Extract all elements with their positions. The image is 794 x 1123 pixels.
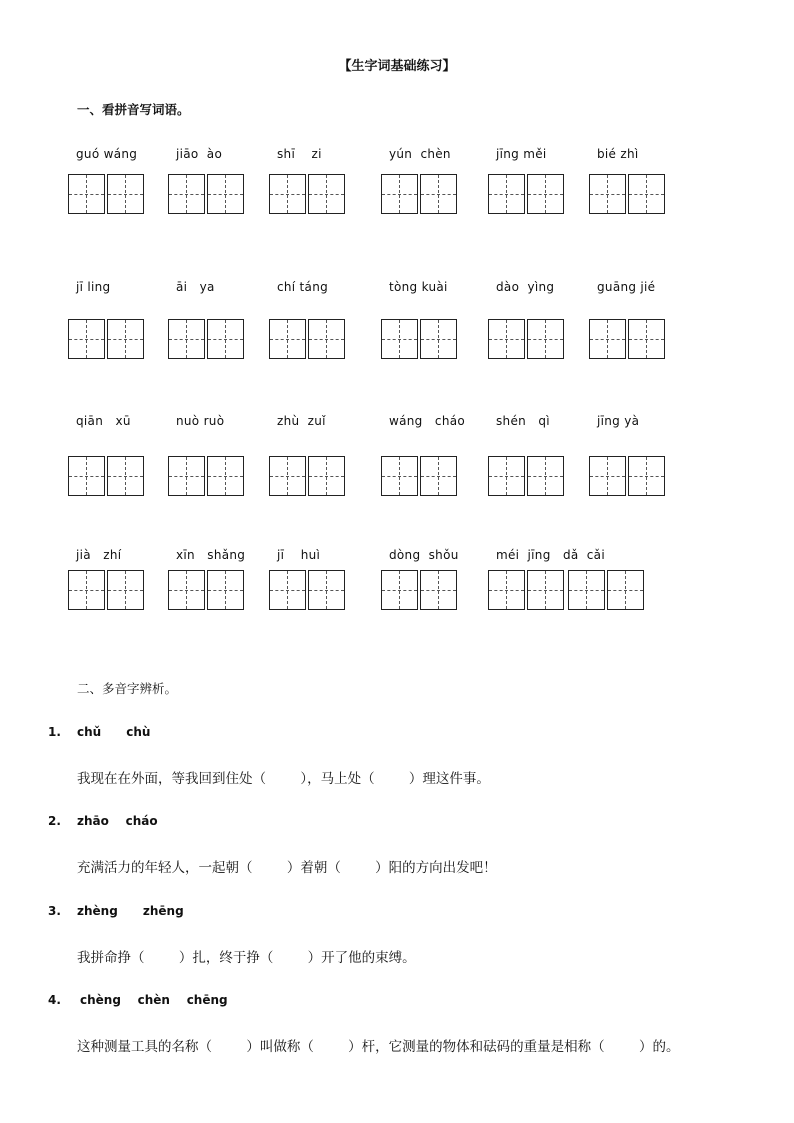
question-number: 1. <box>48 725 61 739</box>
writing-box[interactable] <box>68 174 105 214</box>
pinyin-prompt: jī huì <box>277 548 321 562</box>
writing-box[interactable] <box>527 570 564 610</box>
writing-box[interactable] <box>308 174 345 214</box>
pinyin-prompt: wáng cháo <box>389 414 466 428</box>
pinyin-prompt: zhù zuǐ <box>277 414 326 428</box>
writing-box[interactable] <box>107 570 144 610</box>
pinyin-prompt: xīn shǎng <box>176 548 246 562</box>
writing-box[interactable] <box>381 456 418 496</box>
page-title: 【生字词基础练习】 <box>338 59 456 74</box>
writing-box[interactable] <box>607 570 644 610</box>
question-pinyin: zhèng zhēng <box>77 904 184 918</box>
writing-box[interactable] <box>207 570 244 610</box>
question-number: 2. <box>48 814 61 828</box>
writing-box[interactable] <box>488 570 525 610</box>
writing-box[interactable] <box>168 174 205 214</box>
writing-box[interactable] <box>107 174 144 214</box>
writing-box[interactable] <box>269 319 306 359</box>
writing-box[interactable] <box>589 456 626 496</box>
writing-box[interactable] <box>488 174 525 214</box>
pinyin-prompt: jià zhí <box>76 548 122 562</box>
pinyin-prompt: dào yìng <box>496 280 555 294</box>
pinyin-prompt: nuò ruò <box>176 414 225 428</box>
question-sentence: 充满活力的年轻人，一起朝（ ）着朝（ ）阳的方向出发吧！ <box>77 860 497 876</box>
section2-heading: 二、多音字辨析。 <box>77 681 178 696</box>
pinyin-prompt: bié zhì <box>597 147 639 161</box>
writing-box[interactable] <box>568 570 605 610</box>
writing-box[interactable] <box>308 319 345 359</box>
writing-box[interactable] <box>107 456 144 496</box>
writing-box[interactable] <box>527 174 564 214</box>
writing-box[interactable] <box>269 570 306 610</box>
question-pinyin: zhāo cháo <box>77 814 158 828</box>
writing-box[interactable] <box>107 319 144 359</box>
writing-box[interactable] <box>68 319 105 359</box>
writing-box[interactable] <box>207 319 244 359</box>
pinyin-prompt: tòng kuài <box>389 280 448 294</box>
writing-box[interactable] <box>168 319 205 359</box>
pinyin-prompt: jīng yà <box>597 414 640 428</box>
question-sentence: 这种测量工具的名称（ ）叫做称（ ）杆，它测量的物体和砝码的重量是相称（ ）的。 <box>77 1039 680 1055</box>
writing-box[interactable] <box>269 174 306 214</box>
writing-box[interactable] <box>488 319 525 359</box>
pinyin-prompt: āi ya <box>176 280 215 294</box>
writing-box[interactable] <box>68 570 105 610</box>
pinyin-prompt: jī ling <box>76 280 111 294</box>
pinyin-prompt: yún chèn <box>389 147 451 161</box>
writing-box[interactable] <box>420 174 457 214</box>
writing-box[interactable] <box>269 456 306 496</box>
question-number: 4. <box>48 993 61 1007</box>
writing-box[interactable] <box>420 570 457 610</box>
question-sentence: 我现在在外面，等我回到住处（ ），马上处（ ）理这件事。 <box>77 771 490 787</box>
writing-box[interactable] <box>207 174 244 214</box>
writing-box[interactable] <box>381 319 418 359</box>
writing-box[interactable] <box>628 174 665 214</box>
pinyin-prompt: guāng jié <box>597 280 656 294</box>
pinyin-prompt: chí táng <box>277 280 329 294</box>
pinyin-prompt: jīng měi <box>496 147 547 161</box>
writing-box[interactable] <box>488 456 525 496</box>
pinyin-prompt: jiāo ào <box>176 147 223 161</box>
writing-box[interactable] <box>420 456 457 496</box>
writing-box[interactable] <box>168 570 205 610</box>
question-pinyin: chèng chèn chēng <box>80 993 228 1007</box>
pinyin-prompt: méi jīng dǎ cǎi <box>496 548 605 562</box>
writing-box[interactable] <box>207 456 244 496</box>
pinyin-prompt: shī zi <box>277 147 322 161</box>
question-number: 3. <box>48 904 61 918</box>
writing-box[interactable] <box>589 174 626 214</box>
writing-box[interactable] <box>420 319 457 359</box>
pinyin-prompt: shén qì <box>496 414 550 428</box>
writing-box[interactable] <box>381 174 418 214</box>
pinyin-prompt: guó wáng <box>76 147 138 161</box>
writing-box[interactable] <box>527 456 564 496</box>
pinyin-prompt: qiān xū <box>76 414 131 428</box>
pinyin-prompt: dòng shǒu <box>389 548 459 562</box>
writing-box[interactable] <box>527 319 564 359</box>
writing-box[interactable] <box>308 570 345 610</box>
question-sentence: 我拼命挣（ ）扎，终于挣（ ）开了他的束缚。 <box>77 950 416 966</box>
writing-box[interactable] <box>628 319 665 359</box>
writing-box[interactable] <box>68 456 105 496</box>
section1-heading: 一、看拼音写词语。 <box>77 102 190 117</box>
writing-box[interactable] <box>628 456 665 496</box>
question-pinyin: chǔ chù <box>77 725 151 739</box>
writing-box[interactable] <box>168 456 205 496</box>
writing-box[interactable] <box>308 456 345 496</box>
writing-box[interactable] <box>381 570 418 610</box>
writing-box[interactable] <box>589 319 626 359</box>
